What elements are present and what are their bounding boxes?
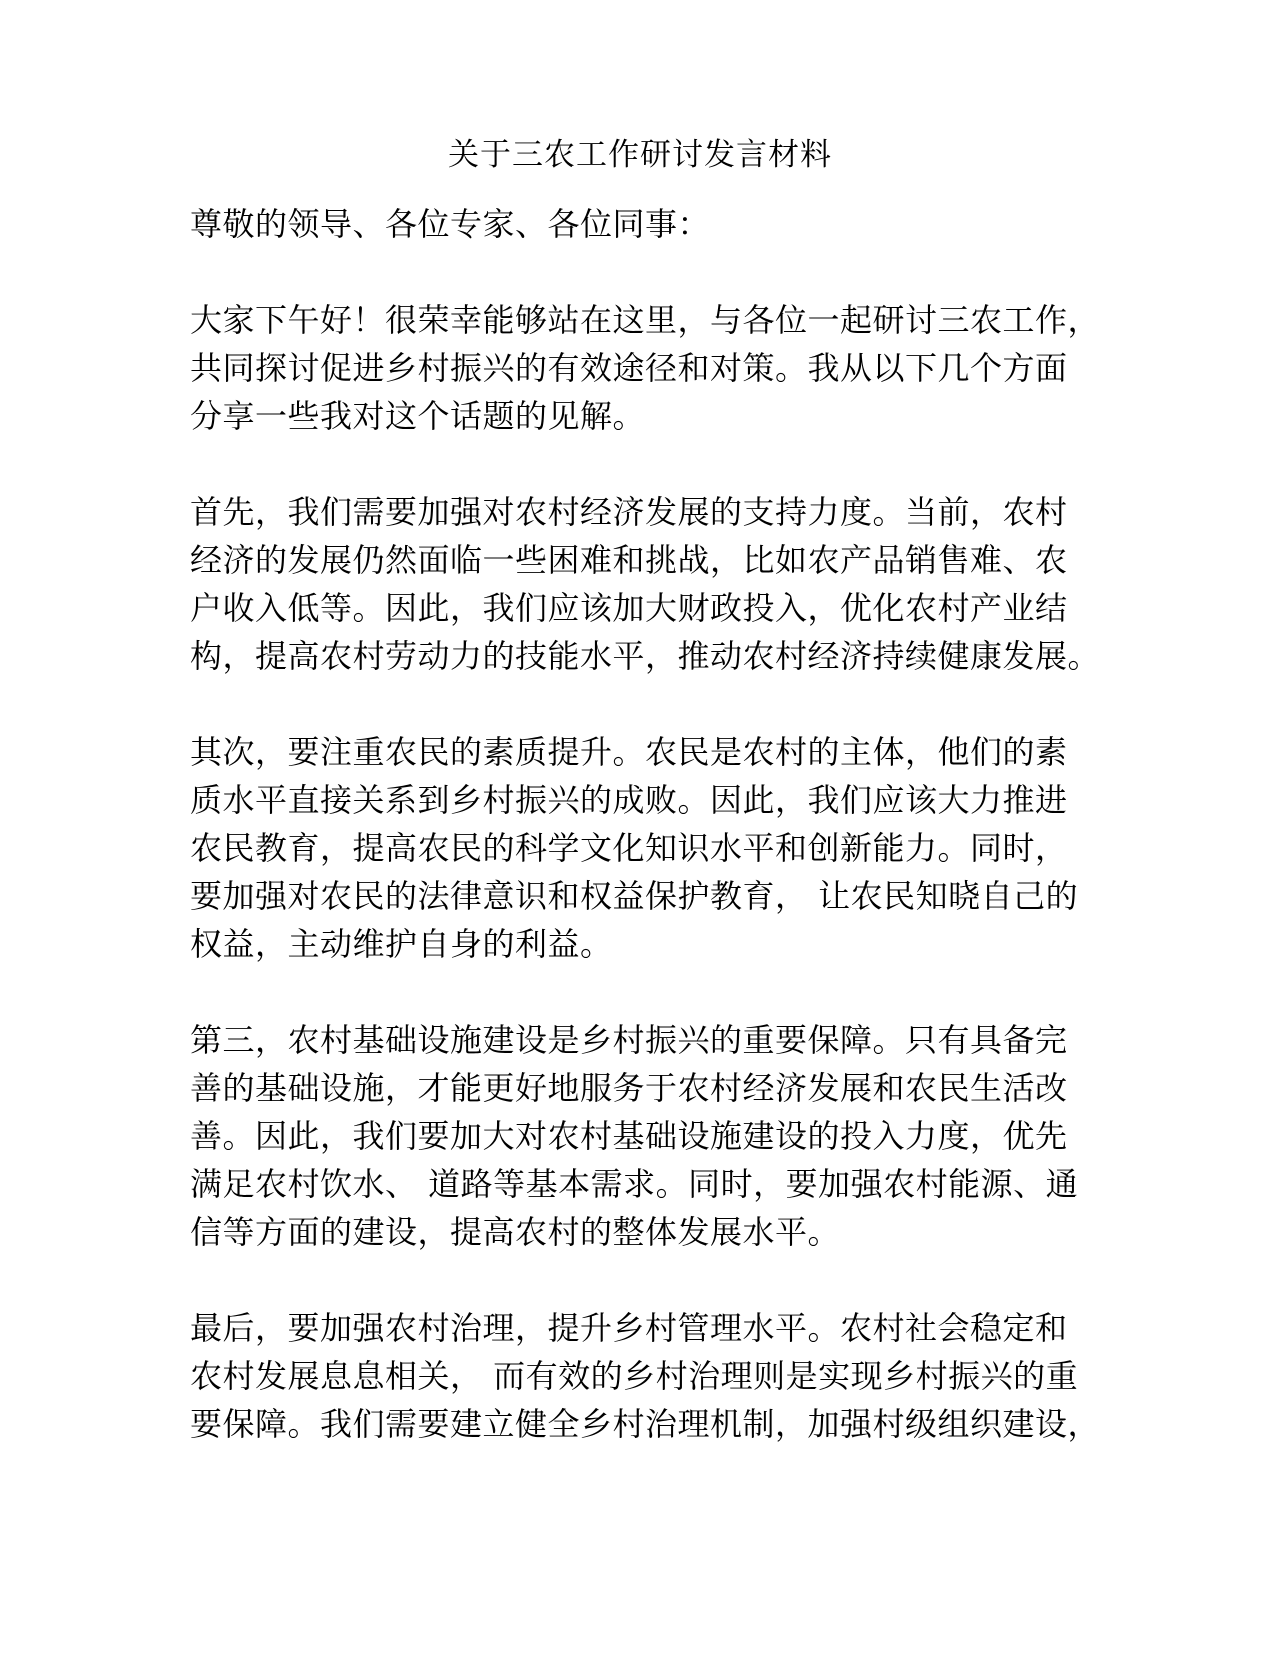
document-title: 关于三农工作研讨发言材料	[448, 137, 832, 173]
final-point-paragraph	[190, 1304, 1101, 1448]
text-line: 经济的发展仍然面临一些困难和挑战，比如农产品销售难、农	[190, 541, 1068, 579]
text-line: 信等方面的建设，提高农村的整体发展水平。	[190, 1213, 841, 1251]
text-line: 其次，要注重农民的素质提升。农民是农村的主体，他们的素	[190, 733, 1068, 771]
salutation-paragraph	[190, 200, 1090, 248]
text-line: 要保障。我们需要建立健全乡村治理机制，加强村级组织建设，	[190, 1405, 1101, 1443]
text-line: 尊敬的领导、各位专家、各位同事：	[190, 205, 711, 243]
text-line: 要加强对农民的法律意识和权益保护教育， 让农民知晓自己的	[190, 877, 1079, 915]
text-line: 分享一些我对这个话题的见解。	[190, 397, 646, 435]
text-line: 大家下午好！很荣幸能够站在这里，与各位一起研讨三农工作，	[190, 301, 1101, 339]
text-line: 善。因此，我们要加大对农村基础设施建设的投入力度，优先	[190, 1117, 1068, 1155]
greeting-paragraph	[190, 296, 1101, 440]
text-line: 第三，农村基础设施建设是乡村振兴的重要保障。只有具备完	[190, 1021, 1068, 1059]
text-line: 构，提高农村劳动力的技能水平，推动农村经济持续健康发展。	[190, 637, 1101, 675]
document-body	[190, 200, 1101, 1448]
text-line: 共同探讨促进乡村振兴的有效途径和对策。我从以下几个方面	[190, 349, 1068, 387]
text-line: 农村发展息息相关， 而有效的乡村治理则是实现乡村振兴的重	[190, 1357, 1079, 1395]
text-line: 首先，我们需要加强对农村经济发展的支持力度。当前，农村	[190, 493, 1068, 531]
text-line: 权益，主动维护自身的利益。	[190, 925, 613, 963]
text-line: 满足农村饮水、 道路等基本需求。同时，要加强农村能源、通	[190, 1165, 1079, 1203]
text-line: 农民教育，提高农民的科学文化知识水平和创新能力。同时，	[190, 829, 1068, 867]
text-line: 户收入低等。因此，我们应该加大财政投入，优化农村产业结	[190, 589, 1068, 627]
third-point-paragraph	[190, 1016, 1090, 1256]
text-line: 最后，要加强农村治理，提升乡村管理水平。农村社会稳定和	[190, 1309, 1068, 1347]
text-line: 善的基础设施，才能更好地服务于农村经济发展和农民生活改	[190, 1069, 1068, 1107]
text-line: 质水平直接关系到乡村振兴的成败。因此，我们应该大力推进	[190, 781, 1068, 819]
first-point-paragraph	[190, 488, 1101, 680]
second-point-paragraph	[190, 728, 1090, 968]
